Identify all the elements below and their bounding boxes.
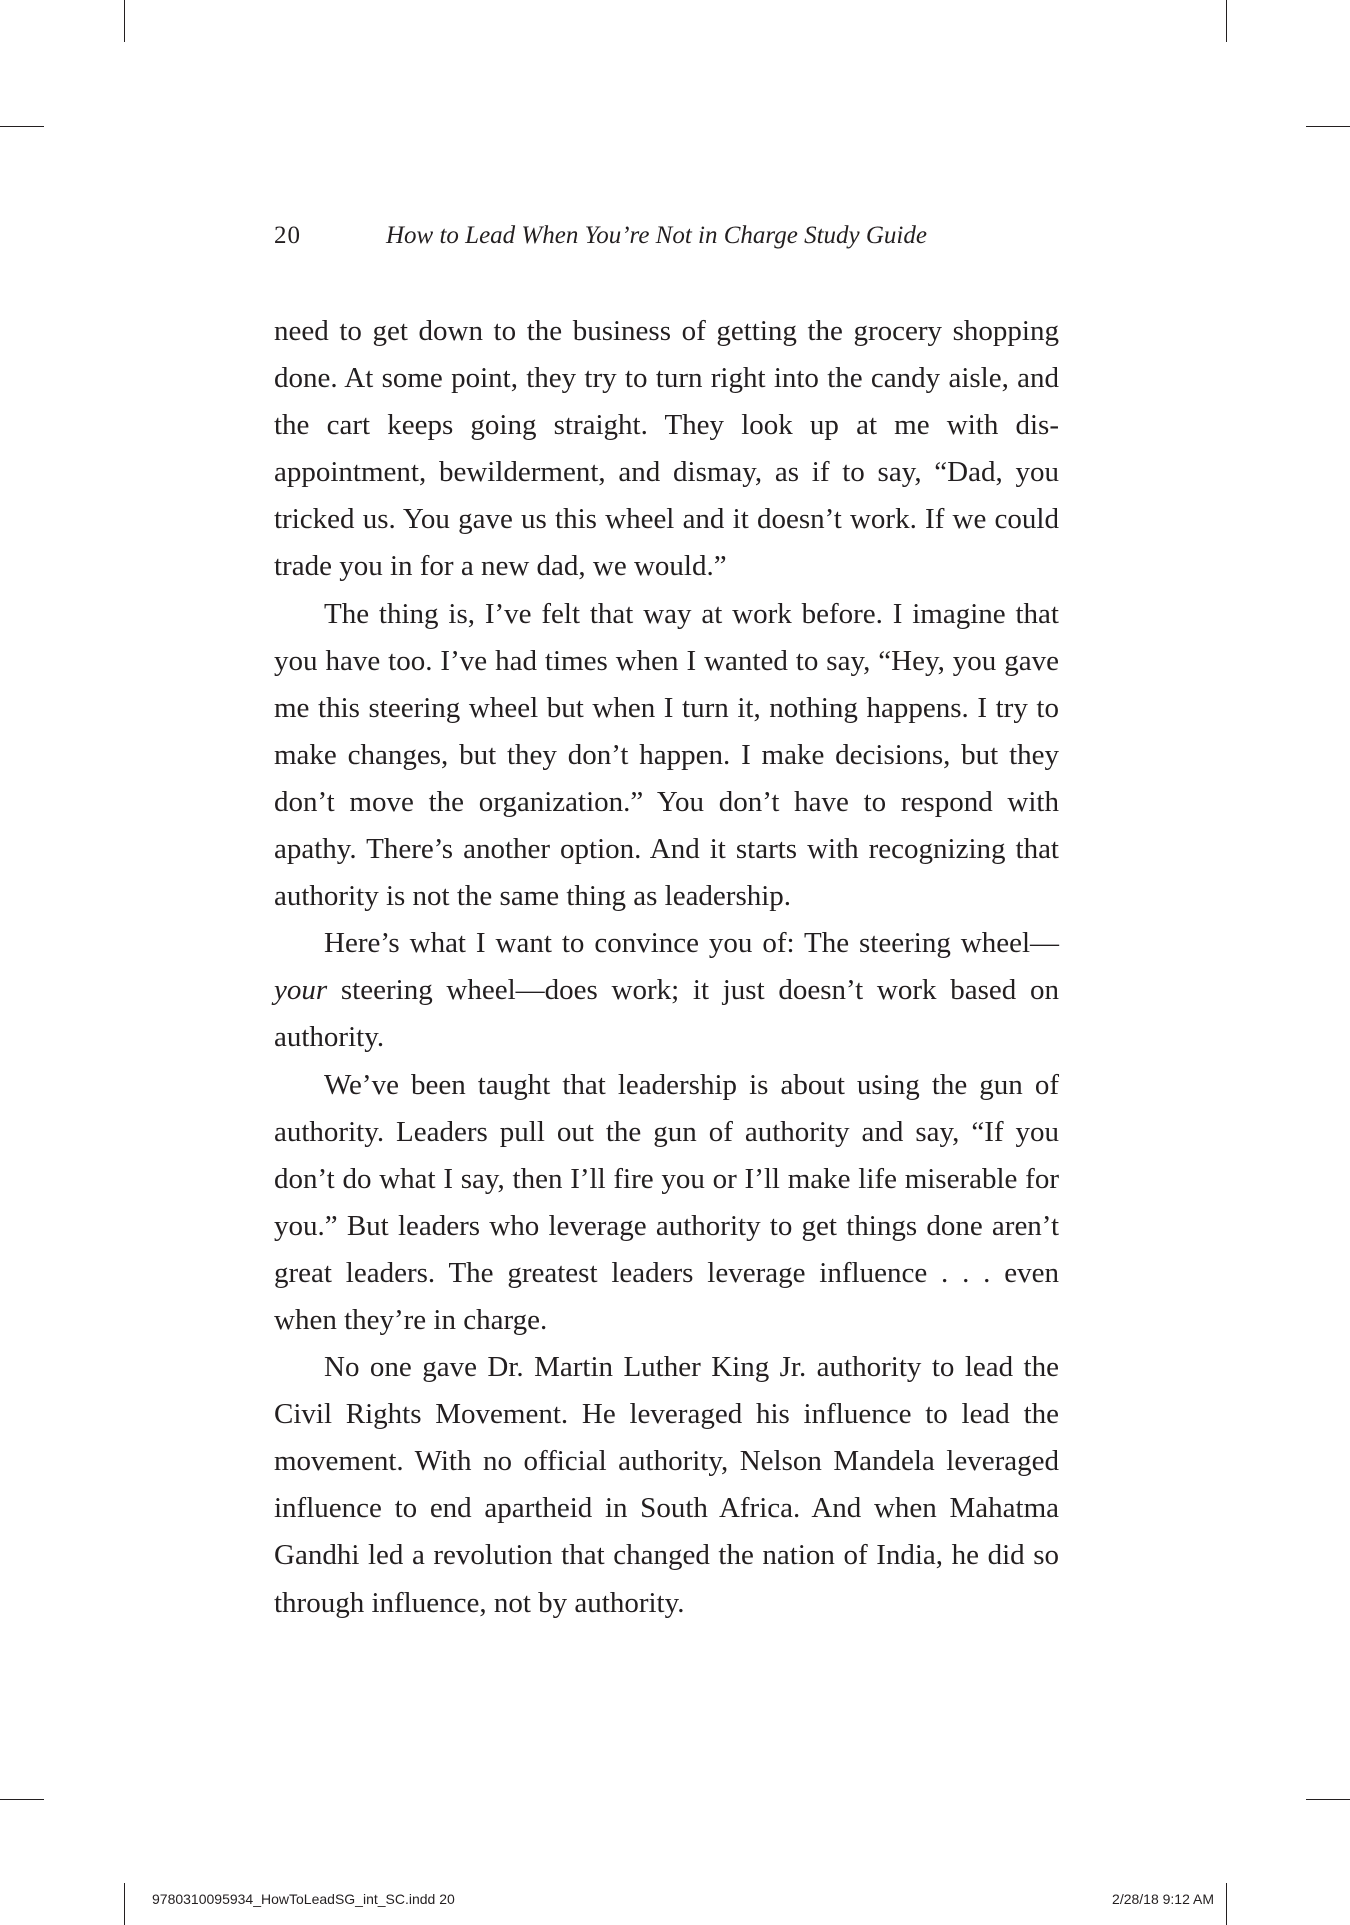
crop-mark-right-bottom bbox=[1306, 1799, 1350, 1800]
book-title: How to Lead When You’re Not in Charge Study Guide bbox=[386, 222, 927, 249]
crop-mark-bottom-right bbox=[1226, 1883, 1227, 1925]
body-text bbox=[274, 308, 1059, 1627]
slug-date-time: 2/28/18 9:12 AM bbox=[1112, 1891, 1214, 1907]
crop-mark-left-bottom bbox=[0, 1799, 44, 1800]
emphasis-your: your bbox=[274, 974, 328, 1007]
crop-mark-top-right bbox=[1226, 0, 1227, 42]
paragraph: need to get down to the business of getting the grocery shopping done. At some point, they try to turn right into the candy aisle, and the cart keeps going straight. They look up at me with disappointment, bewilderment, and dismay, as if to say, “Dad, you tricked us. You gave us this wheel and it doesn’t work. If we could trade you in for a new dad, we would.” bbox=[274, 315, 1059, 583]
paragraph: No one gave Dr. Martin Luther King Jr. authority to lead the Civil Rights Movement. He leveraged his influence to lead the movement. With no official authority, Nelson Mandela leveraged influence to end apartheid in South Africa. And when Mahatma Gandhi led a revolution that changed the nation of India, he did so through influence, not by authority. bbox=[274, 1351, 1059, 1619]
running-head bbox=[274, 218, 1064, 254]
slug-file-name: 9780310095934_HowToLeadSG_int_SC.indd 20 bbox=[152, 1891, 455, 1907]
paragraph-lead: Here’s what I want to convince you of: The steering wheel— bbox=[324, 927, 1059, 960]
paragraph: The thing is, I’ve felt that way at work before. I imagine that you have too. I’ve had times when I wanted to say, “Hey, you gave me this steering wheel but when I turn it, nothing happens. I try to make changes, but they don’t happen. I make decisions, but they don’t move the organization.” You don’t have to respond with apathy. There’s another option. And it starts with recognizing that authority is not the same thing as leadership. bbox=[274, 597, 1059, 913]
crop-mark-left-top bbox=[0, 126, 44, 127]
paragraph: We’ve been taught that leadership is about using the gun of authority. Leaders pull out the gun of authority and say, “If you don’t do what I say, then I’ll fire you or I’ll make life miserable for you.” But leaders who leverage authority to get things done aren’t great leaders. The greatest leaders leverage influence . . . even when they’re in charge. bbox=[274, 1068, 1059, 1336]
paragraph bbox=[274, 920, 1059, 1061]
crop-mark-right-top bbox=[1306, 126, 1350, 127]
paragraph-rest: steering wheel—does work; it just doesn’t work based on authority. bbox=[274, 974, 1059, 1054]
crop-mark-bottom-left bbox=[124, 1883, 125, 1925]
crop-mark-top-left bbox=[124, 0, 125, 42]
page-number: 20 bbox=[274, 222, 301, 249]
